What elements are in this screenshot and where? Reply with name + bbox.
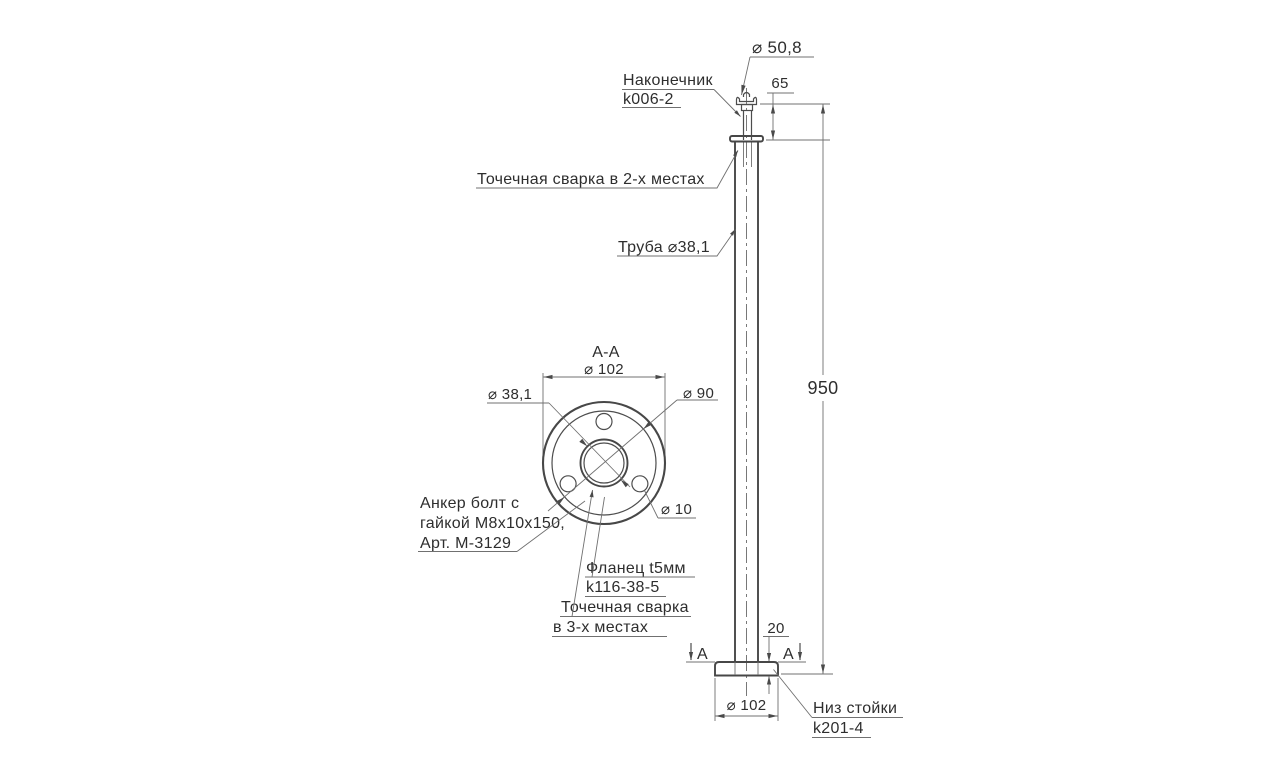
height-arrow-bottom bbox=[821, 665, 825, 674]
tip-height-lines bbox=[760, 93, 830, 140]
flange-diameter-text: ⌀ 102 bbox=[584, 361, 624, 378]
tube-diameter-arrow-se bbox=[621, 480, 629, 488]
section-title bbox=[584, 344, 624, 378]
finial-collar bbox=[742, 105, 753, 111]
bolt-hole-right bbox=[632, 476, 648, 492]
section-title-text: A-A bbox=[592, 344, 620, 361]
bolt-circle-text: ⌀ 90 bbox=[683, 385, 715, 402]
label-tube bbox=[617, 229, 736, 256]
tip-height-text: 65 bbox=[771, 75, 789, 92]
anchor-note-line3: Арт. М-3129 bbox=[420, 535, 512, 552]
tube-cap bbox=[730, 136, 763, 142]
base-diameter-arrow-right bbox=[769, 714, 778, 718]
flange-note-line1: Фланец t5мм bbox=[586, 560, 686, 577]
weld3-note-line1: Точечная сварка bbox=[561, 599, 689, 616]
dim-bolt-circle bbox=[548, 385, 718, 511]
base-label-line2: k201-4 bbox=[813, 720, 864, 737]
tip-label-line1: Наконечник bbox=[623, 72, 713, 89]
label-anchor bbox=[418, 495, 585, 552]
tip-diameter-text: ⌀ 50,8 bbox=[752, 38, 802, 57]
section-arrow-left bbox=[689, 652, 693, 661]
weld3-arrow bbox=[590, 490, 594, 497]
bolt-circle-lines bbox=[548, 400, 718, 511]
dim-height-950 bbox=[781, 105, 838, 675]
height-arrow-top bbox=[821, 105, 825, 114]
section-marker-right bbox=[783, 643, 802, 663]
anchor-note-line1: Анкер болт с bbox=[420, 495, 520, 512]
base-diameter-arrow-left bbox=[716, 714, 725, 718]
base-label-line1: Низ стойки bbox=[813, 700, 898, 717]
base-diameter-text: ⌀ 102 bbox=[726, 697, 767, 714]
tube-label-text: Труба ⌀38,1 bbox=[618, 239, 710, 256]
flange-diameter-arrow-right bbox=[656, 375, 665, 379]
section-letter-left: A bbox=[697, 646, 708, 663]
dim-tip-65 bbox=[760, 75, 830, 140]
bolt-hole-top bbox=[596, 414, 612, 430]
finial-stem-hidden bbox=[744, 142, 752, 167]
tip-height-arrow-bottom bbox=[771, 131, 775, 140]
label-base bbox=[774, 670, 904, 738]
weld2-text: Точечная сварка в 2-х местах bbox=[477, 171, 705, 188]
label-weld-2 bbox=[476, 150, 738, 188]
base-thickness-text: 20 bbox=[767, 620, 785, 637]
flange-note-line2: k116-38-5 bbox=[586, 579, 660, 596]
flange-diameter-arrow-left bbox=[544, 375, 553, 379]
section-marker-left bbox=[689, 643, 708, 663]
base-thickness-arrow-bottom bbox=[767, 676, 771, 685]
anchor-note-line2: гайкой M8x10x150, bbox=[420, 515, 566, 532]
tube-diameter-text: ⌀ 38,1 bbox=[488, 386, 533, 403]
weld3-note-line2: в 3-х местах bbox=[553, 619, 649, 636]
dim-hole-diameter bbox=[645, 491, 697, 519]
tube-diameter-arrow-nw bbox=[579, 439, 587, 447]
base-thickness-arrow-top bbox=[767, 653, 771, 662]
label-tip bbox=[622, 72, 741, 117]
tip-height-arrow-top bbox=[771, 105, 775, 114]
section-letter-right: A bbox=[783, 646, 794, 663]
section-view bbox=[418, 344, 718, 637]
section-arrow-right bbox=[798, 652, 802, 661]
hole-diameter-text: ⌀ 10 bbox=[661, 501, 693, 518]
post-height-text: 950 bbox=[807, 378, 839, 398]
tip-label-line2: k006-2 bbox=[623, 91, 674, 108]
